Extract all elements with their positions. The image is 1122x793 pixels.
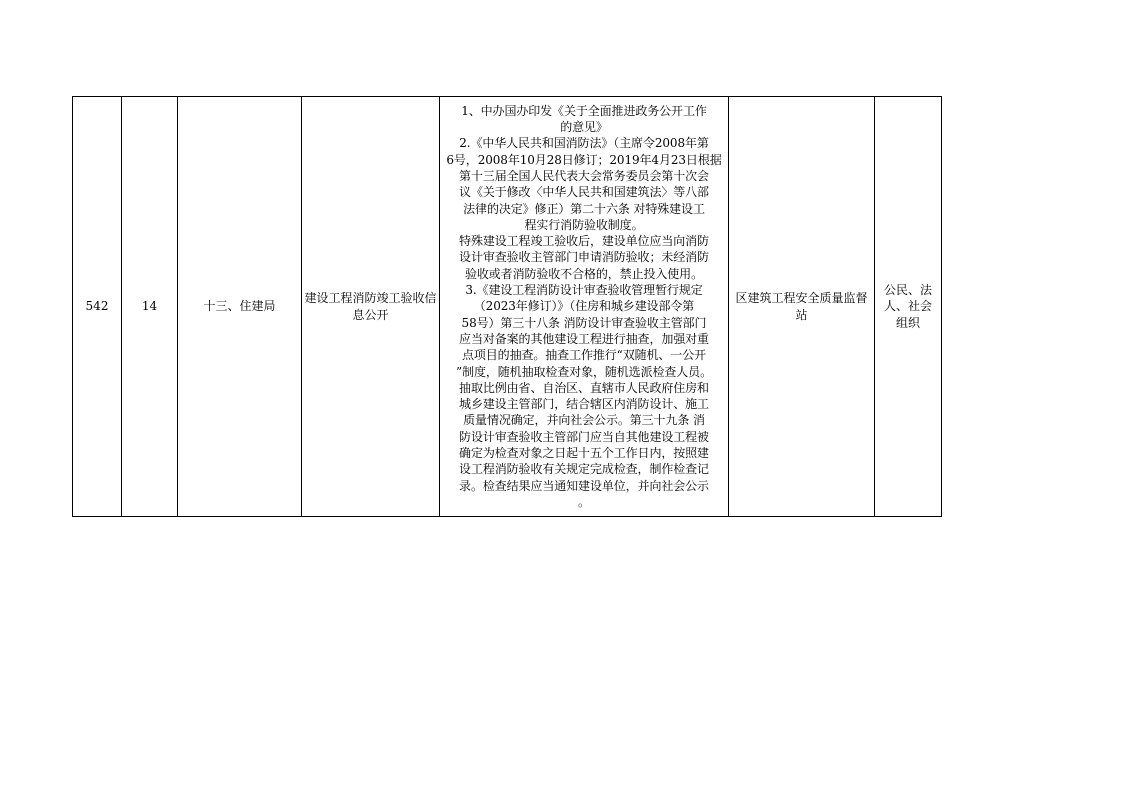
basis-line: 特殊建设工程竣工验收后，建设单位应当向消防 [459,234,709,249]
basis-line: 1、中办国办印发《关于全面推进政务公开工作 [461,103,707,118]
basis-line: 2.《中华人民共和国消防法》（主席令2008年第 [459,136,709,151]
basis-line: 议《关于修改〈中华人民共和国建筑法〉等八部 [459,185,709,200]
basis-line: 应当对备案的其他建设工程进行抽查，加强对重 [459,331,709,346]
department-cell [178,97,302,517]
disclosure-title-cell [302,97,440,517]
legal-basis-cell [440,97,729,517]
basis-line: 抽取比例由省、自治区、直辖市人民政府住房和 [459,380,709,395]
disclosure-title: 建设工程消防竣工验收信息公开 [304,291,437,322]
disclosure-target: 公民、法人、社会组织 [883,283,932,330]
table-row [73,97,942,517]
item-number: 14 [141,299,158,314]
basis-line: 防设计审查验收主管部门应当自其他建设工程被 [459,429,709,444]
department-name: 十三、住建局 [203,299,276,314]
serial-number: 542 [85,299,109,314]
basis-line: 设工程消防验收有关规定完成检查，制作检查记 [459,462,709,477]
basis-line: 第十三届全国人民代表大会常务委员会第十次会 [459,168,709,183]
basis-line: 质量情况确定，并向社会公示。第三十九条 消 [463,413,705,428]
basis-line: 程实行消防验收制度。 [524,217,644,232]
basis-line: 验收或者消防验收不合格的，禁止投入使用。 [464,266,703,281]
basis-line: 点项目的抽查。抽查工作推行“双随机、一公开 [461,348,707,363]
responsible-agency-cell [729,97,875,517]
basis-line: 设计审查验收主管部门申请消防验收；未经消防 [459,250,709,265]
basis-line: 城乡建设主管部门，结合辖区内消防设计、施工 [459,397,709,412]
basis-line: 法律的决定》修正）第二十六条 对特殊建设工 [463,201,705,216]
basis-line: ”制度，随机抽取检查对象，随机选派检查人员。 [456,364,712,379]
responsible-agency: 区建筑工程安全质量监督站 [735,291,868,322]
basis-line: 6号，2008年10月28日修订；2019年4月23日根据 [446,152,722,167]
basis-line: 58号）第三十八条 消防设计审查验收主管部门 [461,315,707,330]
disclosure-target-cell [875,97,942,517]
basis-line: 。 [578,494,590,509]
basis-line: 确定为检查对象之日起十五个工作日内，按照建 [459,446,709,461]
basis-line: （2023年修订）》（住房和城乡建设部令第 [473,299,695,314]
basis-line: 3.《建设工程消防设计审查验收管理暂行规定 [465,283,703,298]
basis-line: 的意见》 [560,120,608,135]
item-number-cell [122,97,178,517]
serial-number-cell [73,97,122,517]
disclosure-table [72,96,942,517]
basis-line: 录。检查结果应当通知建设单位，并向社会公示 [459,478,709,493]
